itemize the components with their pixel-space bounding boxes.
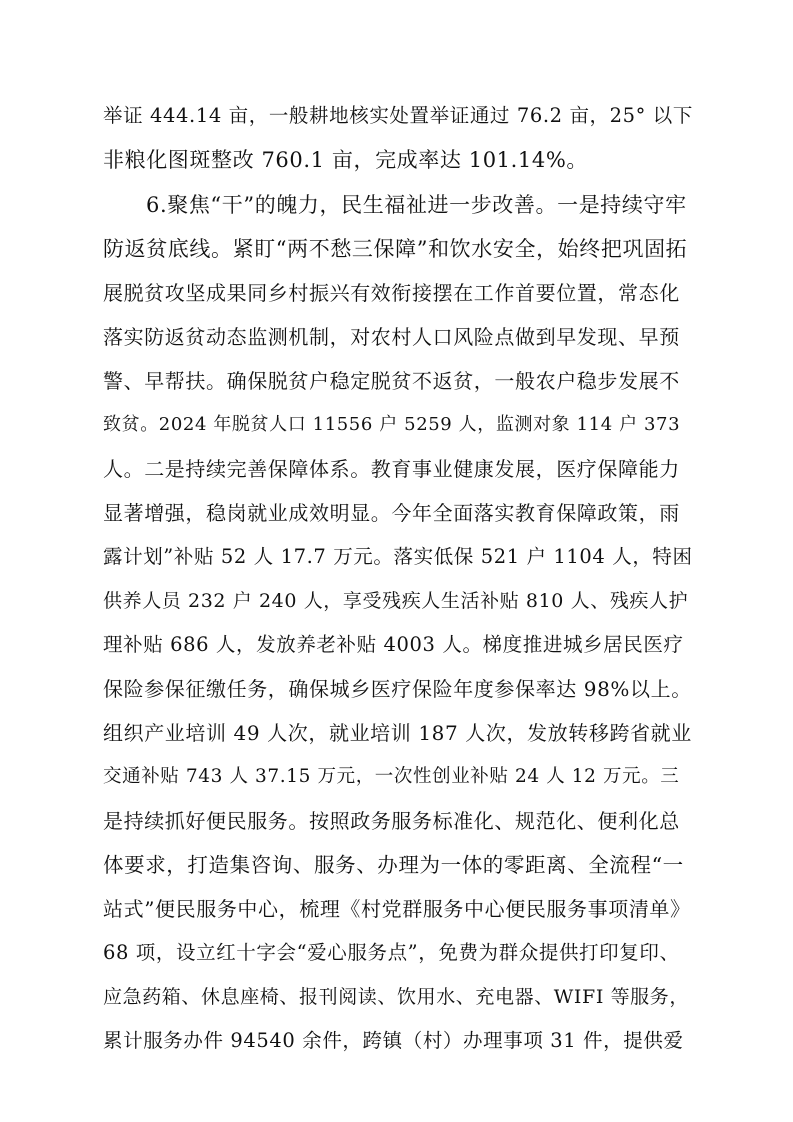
paragraph-line: 显著增强，稳岗就业成效明显。今年全面落实教育保障政策，雨 (103, 501, 680, 525)
paragraph-line: 露计划”补贴 52 人 17.7 万元。落实低保 521 户 1104 人，特困 (103, 545, 693, 568)
paragraph-line: 警、早帮扶。确保脱贫户稳定脱贫不返贫，一般农户稳步发展不 (103, 369, 680, 393)
paragraph-line: 累计服务办件 94540 余件，跨镇（村）办理事项 31 件，提供爱 (103, 1029, 684, 1052)
paragraph-line: 组织产业培训 49 人次，就业培训 187 人次，发放转移跨省就业 (103, 721, 692, 745)
paragraph-line: 交通补贴 743 人 37.15 万元，一次性创业补贴 24 人 12 万元。三 (103, 766, 680, 787)
paragraph-line: 68 项，设立红十字会“爱心服务点”，免费为群众提供打印复印、 (103, 941, 680, 964)
paragraph-line: 体要求，打造集咨询、服务、办理为一体的零距离、全流程“一 (103, 853, 684, 877)
paragraph-line: 理补贴 686 人，发放养老补贴 4003 人。梯度推进城乡居民医疗 (103, 633, 684, 656)
paragraph-line: 站式”便民服务中心，梳理《村党群服务中心便民服务事项清单》 (103, 897, 691, 921)
paragraph-line: 供养人员 232 户 240 人，享受残疾人生活补贴 810 人、残疾人护 (103, 590, 689, 612)
paragraph-line: 是持续抓好便民服务。按照政务服务标准化、规范化、便利化总 (103, 809, 680, 833)
paragraph-line: 6.聚焦“干”的魄力，民生福祉进一步改善。一是持续守牢 (146, 193, 687, 217)
paragraph-line: 展脱贫攻坚成果同乡村振兴有效衔接摆在工作首要位置，常态化 (103, 281, 680, 305)
paragraph-line: 防返贫底线。紧盯“两不愁三保障”和饮水安全，始终把巩固拓 (103, 237, 688, 261)
paragraph-line: 非粮化图斑整改 760.1 亩，完成率达 101.14%。 (103, 148, 588, 172)
paragraph-line: 致贫。2024 年脱贫人口 11556 户 5259 人，监测对象 114 户 373 (103, 414, 681, 435)
paragraph-line: 落实防返贫动态监测机制，对农村人口风险点做到早发现、早预 (103, 325, 680, 349)
paragraph-line: 人。二是持续完善保障体系。教育事业健康发展，医疗保障能力 (103, 457, 680, 481)
paragraph-line: 保险参保征缴任务，确保城乡医疗保险年度参保率达 98%以上。 (103, 677, 692, 701)
paragraph-line: 举证 444.14 亩，一般耕地核实处置举证通过 76.2 亩，25° 以下 (103, 104, 694, 127)
paragraph-line: 应急药箱、休息座椅、报刊阅读、饮用水、充电器、WIFI 等服务， (103, 986, 689, 1008)
